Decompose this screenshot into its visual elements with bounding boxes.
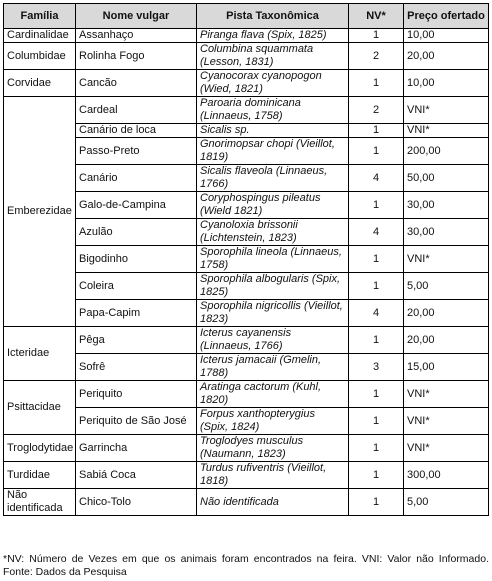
scientific-name-cell: Forpus xanthopterygius (Spix, 1824) <box>197 408 349 435</box>
common-name-cell: Coleira <box>76 273 197 300</box>
table-row <box>4 138 489 165</box>
nv-cell: 4 <box>349 300 404 327</box>
header-familia: Família <box>4 4 76 29</box>
family-cell: Columbidae <box>4 43 76 70</box>
common-name-cell: Cardeal <box>76 97 197 124</box>
family-cell: Emberezidae <box>4 97 76 327</box>
header-preco: Preço ofertado <box>404 4 489 29</box>
price-cell: 200,00 <box>404 138 489 165</box>
common-name-cell: Rolinha Fogo <box>76 43 197 70</box>
common-name-cell: Azulão <box>76 219 197 246</box>
scientific-name-cell: Sicalis sp. <box>197 124 349 138</box>
common-name-cell: Bigodinho <box>76 246 197 273</box>
scientific-name-cell: Sicalis flaveola (Linnaeus, 1766) <box>197 165 349 192</box>
family-cell: Não identificada <box>4 489 76 516</box>
table-row <box>4 70 489 97</box>
species-table <box>3 3 489 516</box>
nv-cell: 1 <box>349 381 404 408</box>
common-name-cell: Periquito de São José <box>76 408 197 435</box>
common-name-cell: Sofrê <box>76 354 197 381</box>
price-cell: VNI* <box>404 435 489 462</box>
table-body <box>4 29 489 516</box>
scientific-name-cell: Icterus jamacaii (Gmelin, 1788) <box>197 354 349 381</box>
scientific-name-cell: Piranga flava (Spix, 1825) <box>197 29 349 43</box>
nv-cell: 1 <box>349 408 404 435</box>
header-pista-taxonomica: Pista Taxonômica <box>197 4 349 29</box>
table-row <box>4 300 489 327</box>
table-row <box>4 43 489 70</box>
scientific-name-cell: Sporophila nigricollis (Vieillot, 1823) <box>197 300 349 327</box>
nv-cell: 2 <box>349 43 404 70</box>
family-cell: Turdidae <box>4 462 76 489</box>
price-cell: 20,00 <box>404 327 489 354</box>
common-name-cell: Papa-Capim <box>76 300 197 327</box>
nv-cell: 1 <box>349 124 404 138</box>
nv-cell: 2 <box>349 97 404 124</box>
table-row <box>4 29 489 43</box>
table-row <box>4 192 489 219</box>
nv-cell: 1 <box>349 192 404 219</box>
price-cell: 5,00 <box>404 489 489 516</box>
table-row <box>4 165 489 192</box>
nv-cell: 3 <box>349 354 404 381</box>
nv-cell: 4 <box>349 219 404 246</box>
family-cell: Troglodytidae <box>4 435 76 462</box>
table-row <box>4 408 489 435</box>
table-row <box>4 462 489 489</box>
price-cell: 20,00 <box>404 43 489 70</box>
nv-cell: 4 <box>349 165 404 192</box>
scientific-name-cell: Paroaria dominicana (Linnaeus, 1758) <box>197 97 349 124</box>
common-name-cell: Chico-Tolo <box>76 489 197 516</box>
price-cell: 30,00 <box>404 192 489 219</box>
family-cell: Cardinalidae <box>4 29 76 43</box>
family-cell: Icteridae <box>4 327 76 381</box>
nv-cell: 1 <box>349 138 404 165</box>
table-row <box>4 219 489 246</box>
scientific-name-cell: Sporophila lineola (Linnaeus, 1758) <box>197 246 349 273</box>
common-name-cell: Galo-de-Campina <box>76 192 197 219</box>
scientific-name-cell: Cyanoloxia brissonii (Lichtenstein, 1823) <box>197 219 349 246</box>
price-cell: 5,00 <box>404 273 489 300</box>
price-cell: VNI* <box>404 246 489 273</box>
scientific-name-cell: Icterus cayanensis (Linnaeus, 1766) <box>197 327 349 354</box>
header-nome-vulgar: Nome vulgar <box>76 4 197 29</box>
table-row <box>4 124 489 138</box>
table-row <box>4 489 489 516</box>
common-name-cell: Cancão <box>76 70 197 97</box>
table-row <box>4 327 489 354</box>
nv-cell: 1 <box>349 489 404 516</box>
nv-cell: 1 <box>349 435 404 462</box>
header-nv: NV* <box>349 4 404 29</box>
family-cell: Psittacidae <box>4 381 76 435</box>
price-cell: 15,00 <box>404 354 489 381</box>
common-name-cell: Garrincha <box>76 435 197 462</box>
common-name-cell: Assanhaço <box>76 29 197 43</box>
footnote: *NV: Número de Vezes em que os animais foram encontrados na feira. VNI: Valor não Informado. Fonte: Dados da Pesquisa <box>3 553 489 578</box>
scientific-name-cell: Gnorimopsar chopi (Vieillot, 1819) <box>197 138 349 165</box>
scientific-name-cell: Columbina squammata (Lesson, 1831) <box>197 43 349 70</box>
table-row <box>4 381 489 408</box>
common-name-cell: Pêga <box>76 327 197 354</box>
scientific-name-cell: Troglodyes musculus (Naumann, 1823) <box>197 435 349 462</box>
nv-cell: 1 <box>349 273 404 300</box>
table-row <box>4 354 489 381</box>
price-cell: 10,00 <box>404 70 489 97</box>
table-row <box>4 246 489 273</box>
price-cell: 30,00 <box>404 219 489 246</box>
nv-cell: 1 <box>349 246 404 273</box>
price-cell: VNI* <box>404 381 489 408</box>
nv-cell: 1 <box>349 29 404 43</box>
common-name-cell: Sabiá Coca <box>76 462 197 489</box>
table-row <box>4 97 489 124</box>
price-cell: 300,00 <box>404 462 489 489</box>
common-name-cell: Canário de loca <box>76 124 197 138</box>
scientific-name-cell: Turdus rufiventris (Vieillot, 1818) <box>197 462 349 489</box>
common-name-cell: Passo-Preto <box>76 138 197 165</box>
price-cell: VNI* <box>404 408 489 435</box>
price-cell: 10,00 <box>404 29 489 43</box>
nv-cell: 1 <box>349 70 404 97</box>
nv-cell: 1 <box>349 462 404 489</box>
scientific-name-cell: Cyanocorax cyanopogon (Wied, 1821) <box>197 70 349 97</box>
header-row <box>4 4 489 29</box>
price-cell: VNI* <box>404 124 489 138</box>
scientific-name-cell: Aratinga cactorum (Kuhl, 1820) <box>197 381 349 408</box>
table-row <box>4 435 489 462</box>
price-cell: VNI* <box>404 97 489 124</box>
scientific-name-cell: Sporophila albogularis (Spix, 1825) <box>197 273 349 300</box>
nv-cell: 1 <box>349 327 404 354</box>
price-cell: 50,00 <box>404 165 489 192</box>
common-name-cell: Canário <box>76 165 197 192</box>
price-cell: 20,00 <box>404 300 489 327</box>
table-row <box>4 273 489 300</box>
family-cell: Corvidae <box>4 70 76 97</box>
scientific-name-cell: Coryphospingus pileatus (Wield 1821) <box>197 192 349 219</box>
scientific-name-cell: Não identificada <box>197 489 349 516</box>
common-name-cell: Periquito <box>76 381 197 408</box>
